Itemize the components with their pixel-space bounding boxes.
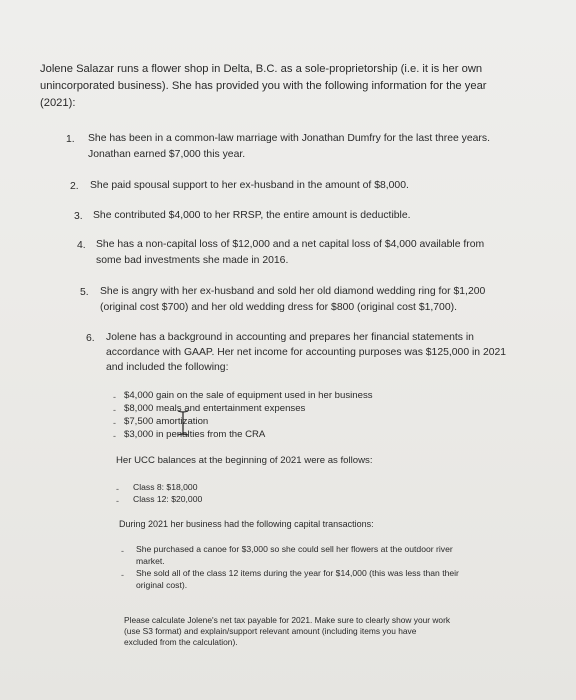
- item-3-line-1: She contributed $4,000 to her RRSP, the entire amount is deductible.: [93, 210, 411, 221]
- item-1-number: 1.: [66, 134, 75, 145]
- item-5-number: 5.: [80, 287, 89, 298]
- bullet-dash: -: [113, 431, 116, 441]
- item-4-line-2: some bad investments she made in 2016.: [96, 255, 289, 266]
- item-4-line-1: She has a non-capital loss of $12,000 and a net capital loss of $4,000 available from: [96, 239, 485, 250]
- ucc-heading: Her UCC balances at the beginning of 2021 were as follows:: [116, 455, 373, 466]
- ucc-class-12: Class 12: $20,000: [133, 494, 203, 504]
- capital-item-1-line-2: market.: [136, 556, 165, 566]
- item-1-line-2: Jonathan earned $7,000 this year.: [88, 149, 246, 160]
- included-item-3: $7,500 amortization: [124, 416, 209, 427]
- intro-line-3: (2021):: [40, 97, 76, 109]
- item-2-number: 2.: [70, 181, 79, 192]
- item-1-line-1: She has been in a common-law marriage with Jonathan Dumfry for the last three years.: [88, 133, 490, 144]
- intro-line-2: unincorporated business). She has provided you with the following information for the year: [40, 80, 487, 92]
- bullet-dash: -: [113, 405, 116, 415]
- included-item-1: $4,000 gain on the sale of equipment used in her business: [124, 390, 373, 401]
- item-5-line-2: (original cost $700) and her old wedding dress for $800 (original cost $1,700).: [100, 302, 457, 313]
- item-2-line-1: She paid spousal support to her ex-husband in the amount of $8,000.: [90, 180, 409, 191]
- text-cursor-icon: [176, 410, 190, 436]
- bullet-dash: -: [121, 570, 124, 580]
- ucc-class-8: Class 8: $18,000: [133, 482, 198, 492]
- capital-item-1-line-1: She purchased a canoe for $3,000 so she could sell her flowers at the outdoor river: [136, 544, 453, 554]
- instructions-line-1: Please calculate Jolene's net tax payable for 2021. Make sure to clearly show your work: [124, 615, 451, 625]
- bullet-dash: -: [121, 546, 124, 556]
- bullet-dash: -: [113, 392, 116, 402]
- bullet-dash: -: [116, 496, 119, 506]
- included-item-2: $8,000 meals and entertainment expenses: [124, 403, 306, 414]
- included-item-4: $3,000 in penalties from the CRA: [124, 429, 266, 440]
- item-6-line-3: and included the following:: [106, 362, 229, 373]
- item-5-line-1: She is angry with her ex-husband and sold her old diamond wedding ring for $1,200: [100, 286, 486, 297]
- item-3-number: 3.: [74, 211, 83, 222]
- item-4-number: 4.: [77, 240, 86, 251]
- capital-heading: During 2021 her business had the following capital transactions:: [119, 519, 374, 529]
- capital-item-2-line-2: original cost).: [136, 580, 188, 590]
- instructions-line-3: excluded from the calculation).: [124, 637, 238, 647]
- intro-line-1: Jolene Salazar runs a flower shop in Delta, B.C. as a sole-proprietorship (i.e. it is her own: [40, 63, 483, 75]
- item-6-number: 6.: [86, 333, 95, 344]
- item-6-line-1: Jolene has a background in accounting and prepares her financial statements in: [106, 332, 474, 343]
- capital-item-2-line-1: She sold all of the class 12 items during the year for $14,000 (this was less than their: [136, 568, 459, 578]
- instructions-line-2: (use S3 format) and explain/support relevant amount (including items you have: [124, 626, 417, 636]
- bullet-dash: -: [113, 418, 116, 428]
- bullet-dash: -: [116, 484, 119, 494]
- item-6-line-2: accordance with GAAP. Her net income for accounting purposes was $125,000 in 2021: [106, 347, 507, 358]
